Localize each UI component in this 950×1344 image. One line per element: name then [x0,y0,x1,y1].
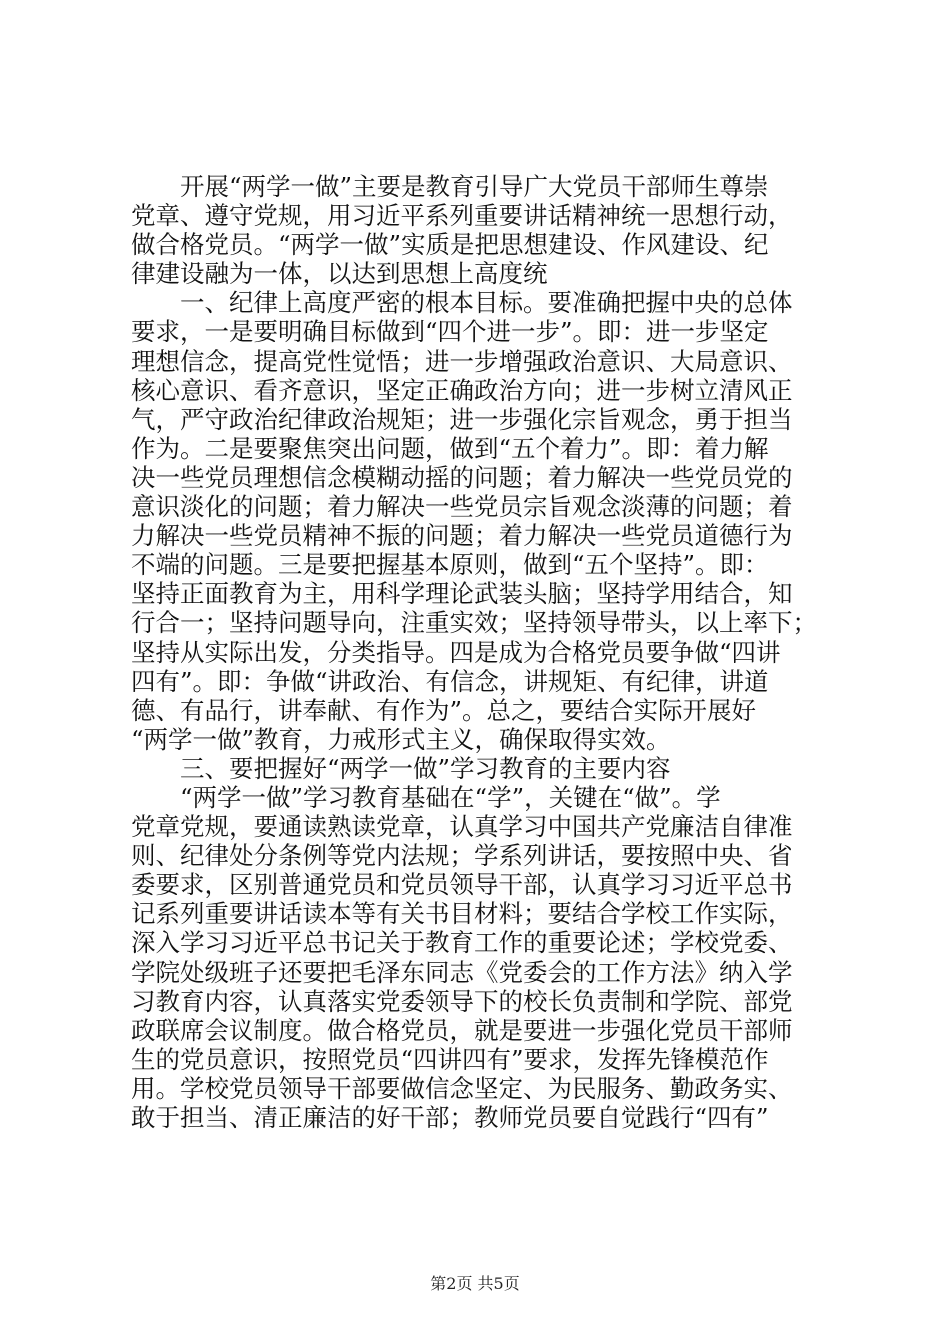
text-line: 意识淡化的问题；着力解决一些党员宗旨观念淡薄的问题；着 [131,492,793,522]
text-line: 决一些党员理想信念模糊动摇的问题；着力解决一些党员党的 [131,462,793,492]
section-heading-three [131,754,821,783]
text-line: 坚持正面教育为主，用科学理论武装头脑；坚持学用结合，知 [131,579,793,609]
text-line: 坚持从实际出发，分类指导。四是成为合格党员要争做“四讲 [131,637,781,667]
paragraph-section-three [131,783,821,1132]
text-line: 习教育内容，认真落实党委领导下的校长负责制和学院、部党 [131,986,793,1016]
text-line: 理想信念，提高党性觉悟；进一步增强政治意识、大局意识、 [131,346,793,376]
document-body [131,172,821,1132]
page-number: 第2页 共5页 [430,1274,520,1293]
paragraph-intro [131,172,821,288]
text-line: 德、有品行，讲奉献、有作为”。总之，要结合实际开展好 [131,695,757,725]
text-line: 四有”。即：争做“讲政治、有信念，讲规矩、有纪律，讲道 [131,666,769,696]
text-line: 力解决一些党员精神不振的问题；着力解决一些党员道德行为 [131,521,793,551]
text-line: 气，严守政治纪律政治规矩；进一步强化宗旨观念，勇于担当 [131,404,793,434]
text-line: 则、纪律处分条例等党内法规；学系列讲话，要按照中央、省 [131,841,793,871]
text-line: 行合一；坚持问题导向，注重实效；坚持领导带头，以上率下； [131,608,817,638]
text-line: 律建设融为一体，以达到思想上高度统 [131,259,548,289]
text-line: 深入学习习近平总书记关于教育工作的重要论述；学校党委、 [131,928,793,958]
page-footer [0,1274,950,1294]
text-line: “两学一做”学习教育基础在“学”，关键在“做”。学 [180,782,721,812]
text-line: 记系列重要讲话读本等有关书目材料；要结合学校工作实际， [131,899,793,929]
paragraph-section-one [131,288,821,754]
text-line: 用。学校党员领导干部要做信念坚定、为民服务、勤政务实、 [131,1073,793,1103]
text-line: 核心意识、看齐意识，坚定正确政治方向；进一步树立清风正 [131,375,793,405]
text-line: 党章、遵守党规，用习近平系列重要讲话精神统一思想行动， [131,201,793,231]
text-line: 生的党员意识，按照党员“四讲四有”要求，发挥先锋模范作 [131,1044,769,1074]
text-line: “两学一做”教育，力戒形式主义，确保取得实效。 [131,724,671,754]
text-line: 作为。二是要聚焦突出问题，做到“五个着力”。即：着力解 [131,433,769,463]
text-line: 做合格党员。“两学一做”实质是把思想建设、作风建设、纪 [131,230,769,260]
text-line: 敢于担当、清正廉洁的好干部；教师党员要自觉践行“四有” [131,1103,769,1132]
text-line: 一、纪律上高度严密的根本目标。要准确把握中央的总体 [180,288,793,318]
text-line: 党章党规，要通读熟读党章，认真学习中国共产党廉洁自律准 [131,812,793,842]
text-line: 委要求，区别普通党员和党员领导干部，认真学习习近平总书 [131,870,793,900]
text-line: 开展“两学一做”主要是教育引导广大党员干部师生尊崇 [180,172,769,201]
text-line: 要求，一是要明确目标做到“四个进一步”。即：进一步坚定 [131,317,769,347]
text-line: 政联席会议制度。做合格党员，就是要进一步强化党员干部师 [131,1015,793,1045]
section-heading: 三、要把握好“两学一做”学习教育的主要内容 [180,753,671,783]
text-line: 不端的问题。三是要把握基本原则，做到“五个坚持”。即： [131,550,769,580]
text-line: 学院处级班子还要把毛泽东同志《党委会的工作方法》纳入学 [131,957,793,987]
